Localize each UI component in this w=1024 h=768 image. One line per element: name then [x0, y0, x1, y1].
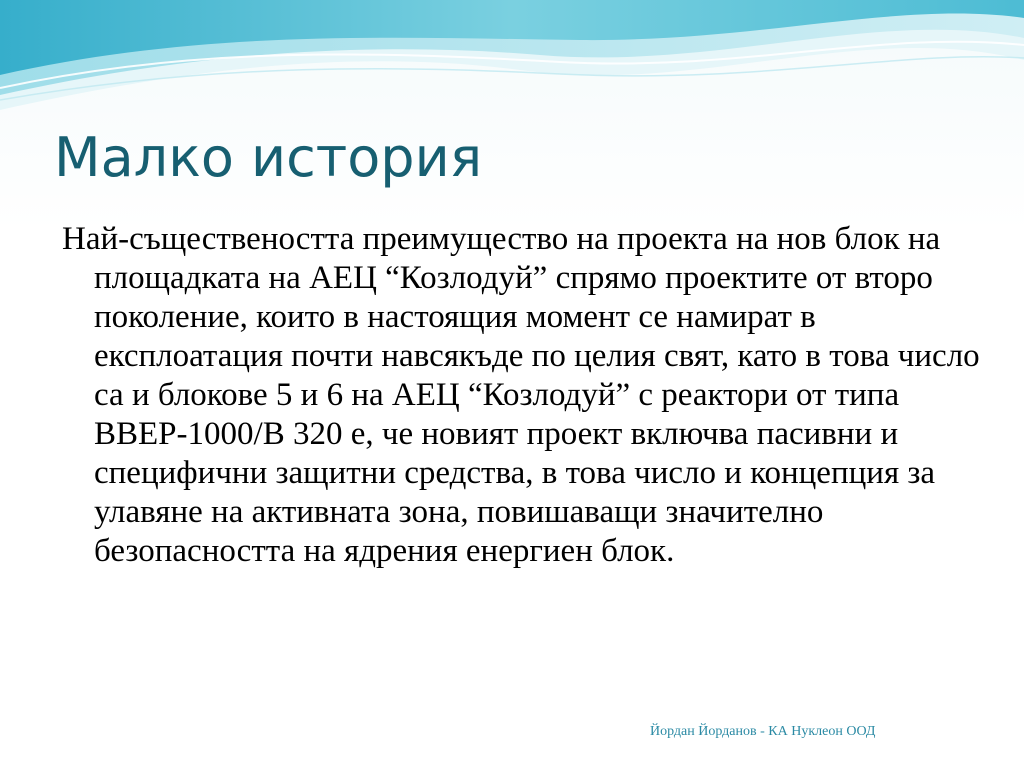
slide-footer: Йордан Йорданов - КА Нуклеон ООД [650, 724, 876, 739]
body-paragraph: Най-съществеността преимущество на проекта на нов блок на площадката на АЕЦ “Козлодуй” спрямо проектите от второ поколение, които в настоящия момент се намират в експлоатация почти навсякъде по целия свят, като в това число са и блокове 5 и 6 на АЕЦ “Козлодуй” с реактори от типа ВВЕР-1000/В 320 е, че новият проект включва пасивни и специфични защитни средства, в това число и концепция за улавяне на активната зона, повишаващи значително безопасността на ядрения енергиен блок. [62, 221, 980, 569]
wave-decoration [0, 0, 1024, 130]
slide-title: Малко история [54, 126, 483, 189]
